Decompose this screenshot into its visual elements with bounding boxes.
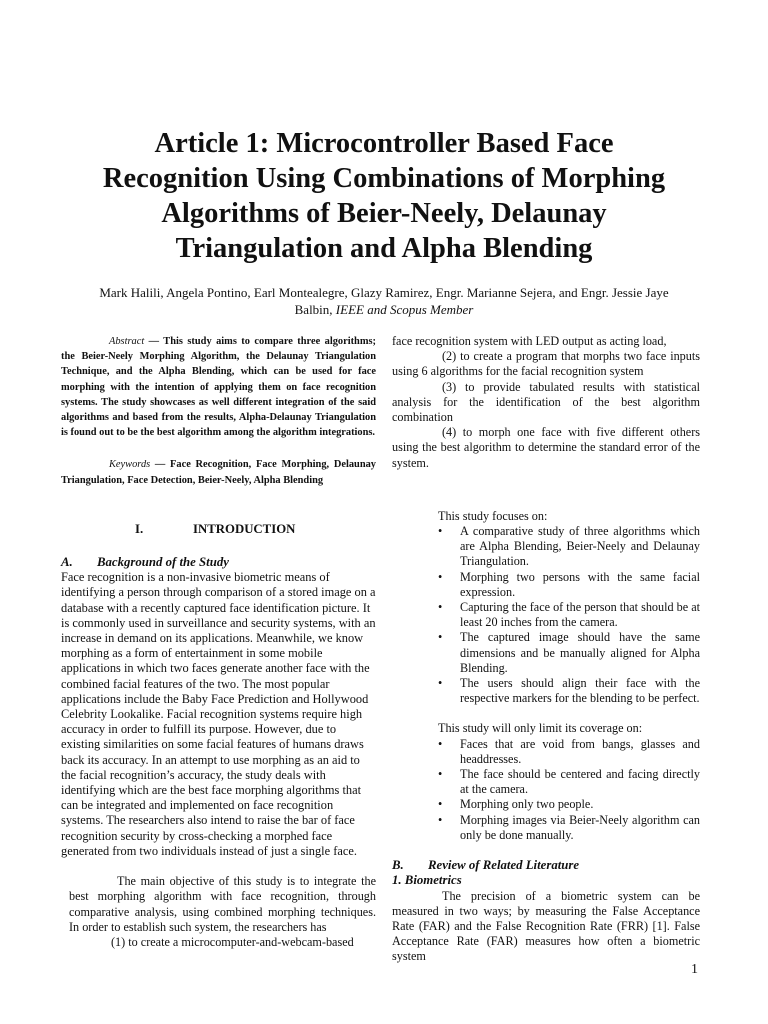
biometrics-paragraph: The precision of a biometric system can be measured in two ways; by measuring the False Acceptance Rate (FAR) and the False Recognition Rate (FRR) [1]. False Acceptance Rate (FAR) measures how often a biometric system <box>392 888 700 964</box>
abstract-text: — This study aims to compare three algorithms; the Beier-Neely Morphing Algorithm, the Delaunay Triangulation Technique, and the Alpha Blending, which can be used for face morphing with the intention of applying them on face recognition systems. The study showcases as well different integration of the said algorithms and based from the results, Alpha-Delaunay Triangulation is found out to be the best algorithm among the algorithm integrations. <box>61 336 376 439</box>
keywords-label: Keywords <box>109 459 151 471</box>
list-item: • A comparative study of three algorithms which are Alpha Blending, Beier-Neely and Delaunay Triangulation. <box>438 524 700 570</box>
scope-section <box>392 509 700 843</box>
objective-item: (4) to morph one face with five different others using the best algorithm to determine the standard error of the system. <box>392 425 700 470</box>
author-affiliation: IEEE and Scopus Member <box>335 302 474 317</box>
abstract <box>61 334 376 440</box>
list-item: • The captured image should have the same dimensions and be manually aligned for Alpha Blending. <box>438 630 700 676</box>
list-item: • Morphing only two people. <box>438 797 700 812</box>
author-list <box>40 284 728 318</box>
title-line: Algorithms of Beier-Neely, Delaunay <box>161 198 607 229</box>
background-paragraph: Face recognition is a non-invasive biometric means of identifying a person through comparison of a stored image on a database with a recently captured face identification picture. It is commonly used in surveillance and security systems, with an increase in demand on its applications. Meanwhile, we know morphing as a form of entertainment in some mobile applications in which two faces generate another face with the combined facial features of the two. The most popular applications include the Baby Face Prediction and Hollywood Celebrity Lookalike. Facial recognition systems require high accuracy in order to fulfill its purpose. However, due to existing similarities on some facial features of humans draws back its accuracy. In an attempt to use morphing as an aid to the facial recognition’s accuracy, the study deals with identifying which are the best face morphing algorithms that can be integrated and implemented on face recognition systems. The researchers also intend to raise the bar of face recognition security by cross-checking a morphed face generated from two individuals instead of just a single face. <box>61 570 376 858</box>
limit-intro: This study will only limit its coverage on: <box>438 721 643 736</box>
section-heading-introduction <box>61 522 376 537</box>
list-item: • The face should be centered and facing directly at the camera. <box>438 767 700 797</box>
list-item: • Faces that are void from bangs, glasses and headdresses. <box>438 737 700 767</box>
objective-item: (3) to provide tabulated results with statistical analysis for the identification of the best algorithm combination <box>392 379 700 425</box>
subsection-title: Background of the Study <box>97 555 229 570</box>
objective-item-1: (1) to create a microcomputer-and-webcam-based <box>111 934 354 949</box>
right-column <box>392 334 700 965</box>
title-line: Triangulation and Alpha Blending <box>175 233 593 264</box>
focus-list <box>438 524 700 706</box>
objective-paragraph: The main objective of this study is to integrate the best morphing algorithm with face recognition, through comparative analysis, using combined morphing techniques. In order to establish such system, the researchers has <box>69 874 376 934</box>
author-line <box>40 301 728 318</box>
keywords-text: — Face Recognition, Face Morphing, Delaunay Triangulation, Face Detection, Beier-Neely, Alpha Blending <box>61 459 376 486</box>
author-line: Mark Halili, Angela Pontino, Earl Montealegre, Glazy Ramirez, Engr. Marianne Sejera, and Engr. Jessie Jaye <box>99 285 669 300</box>
list-item: • Morphing two persons with the same facial expression. <box>438 570 700 600</box>
list-item: • Morphing images via Beier-Neely algorithm can only be done manually. <box>438 813 700 843</box>
subsection-letter: A. <box>61 555 73 570</box>
limit-list <box>438 737 700 843</box>
section-title: INTRODUCTION <box>193 521 296 536</box>
list-item: • Capturing the face of the person that should be at least 20 inches from the camera. <box>438 600 700 630</box>
left-column <box>61 334 376 950</box>
subsection-heading-review <box>392 858 700 873</box>
section-number: I. <box>135 521 144 536</box>
focus-intro: This study focuses on: <box>438 508 548 523</box>
page-number: 1 <box>691 962 698 977</box>
subsection-heading-background <box>61 555 376 570</box>
objective-item: (2) to create a program that morphs two face inputs using 6 algorithms for the facial recognition system <box>392 349 700 379</box>
paper-title <box>0 126 768 266</box>
keywords <box>61 457 376 487</box>
subsubsection-heading-biometrics: 1. Biometrics <box>392 873 462 888</box>
list-item: • The users should align their face with the respective markers for the blending to be perfect. <box>438 676 700 706</box>
title-line: Article 1: Microcontroller Based Face <box>154 128 614 159</box>
author-names-tail: Balbin, <box>294 302 336 317</box>
title-line: Recognition Using Combinations of Morphing <box>102 163 666 194</box>
objective-item-1-cont: face recognition system with LED output as acting load, <box>392 334 667 348</box>
subsection-letter: B. <box>392 858 404 873</box>
abstract-label: Abstract <box>109 336 145 347</box>
subsection-title: Review of Related Literature <box>428 858 580 873</box>
